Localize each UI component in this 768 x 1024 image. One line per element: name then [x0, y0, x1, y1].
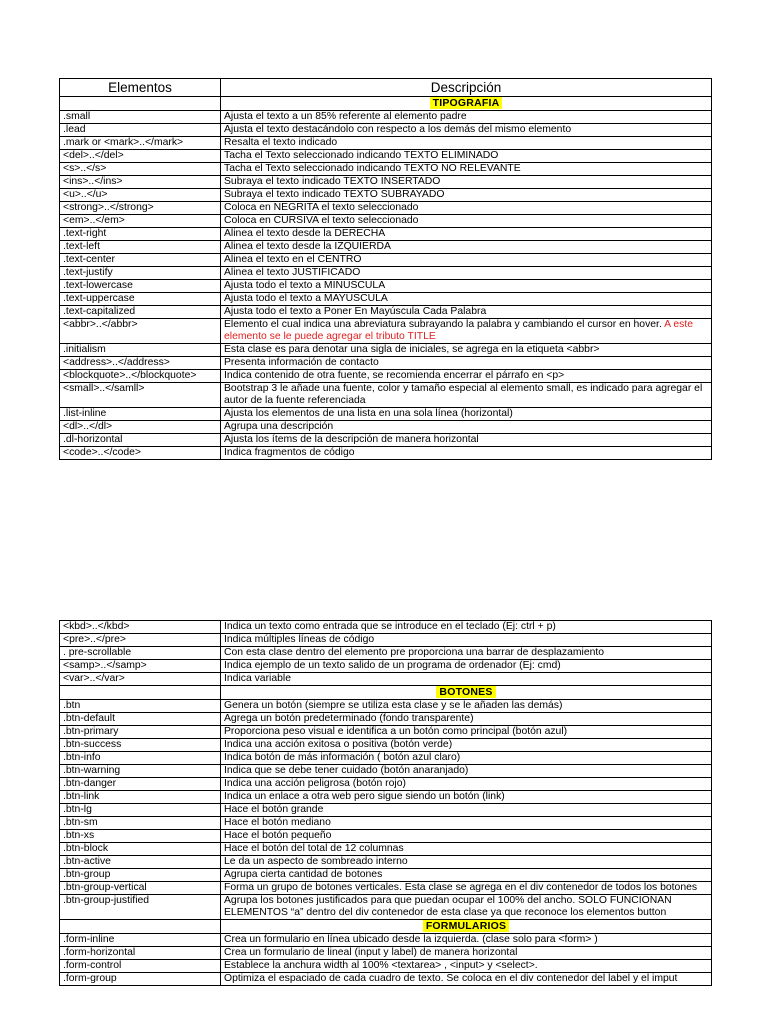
element-cell: .text-right: [60, 228, 221, 241]
description-cell: Alinea el texto desde la IZQUIERDA: [221, 241, 712, 254]
description-cell: Indica una acción exitosa o positiva (botón verde): [221, 739, 712, 752]
description-cell: Hace el botón pequeño: [221, 830, 712, 843]
element-cell: .text-lowercase: [60, 280, 221, 293]
element-cell: <address>..</address>: [60, 357, 221, 370]
table-row: [60, 280, 712, 293]
description-cell: Indica que se debe tener cuidado (botón anaranjado): [221, 765, 712, 778]
section-cell: [221, 97, 712, 111]
description-cell: Ajusta el texto destacándolo con respecto a los demás del mismo elemento: [221, 124, 712, 137]
description-cell: Subraya el texto indicado TEXTO INSERTADO: [221, 176, 712, 189]
header-elementos: Elementos: [60, 79, 221, 97]
description-cell: Alinea el texto JUSTIFICADO: [221, 267, 712, 280]
table-row: [60, 254, 712, 267]
table-row: [60, 830, 712, 843]
element-cell: .btn-default: [60, 713, 221, 726]
section-empty-cell: [60, 686, 221, 700]
element-cell: .text-capitalized: [60, 306, 221, 319]
table-row: [60, 124, 712, 137]
section-cell: [221, 686, 712, 700]
table-row: [60, 752, 712, 765]
element-cell: .form-horizontal: [60, 947, 221, 960]
table-row: [60, 895, 712, 920]
table-row: [60, 176, 712, 189]
table-row: [60, 383, 712, 408]
element-cell: .btn-info: [60, 752, 221, 765]
description-cell: Hace el botón grande: [221, 804, 712, 817]
description-text: Elemento el cual indica una abreviatura subrayando la palabra y cambiando el cursor en hover.: [224, 319, 662, 330]
description-cell: Coloca en CURSIVA el texto seleccionado: [221, 215, 712, 228]
table-row: [60, 241, 712, 254]
description-cell: Ajusta el texto a un 85% referente al elemento padre: [221, 111, 712, 124]
element-cell: <code>..</code>: [60, 447, 221, 460]
section-empty-cell: [60, 97, 221, 111]
description-cell: Tacha el Texto seleccionado indicando TEXTO ELIMINADO: [221, 150, 712, 163]
element-cell: <pre>..</pre>: [60, 634, 221, 647]
description-cell: Ajusta todo el texto a MAYUSCULA: [221, 293, 712, 306]
table-row: [60, 647, 712, 660]
table-row: [60, 660, 712, 673]
element-cell: .btn-group-vertical: [60, 882, 221, 895]
table-row: [60, 319, 712, 344]
section-empty-cell: [60, 920, 221, 934]
element-cell: .small: [60, 111, 221, 124]
description-cell: Ajusta los elementos de una lista en una sola línea (horizontal): [221, 408, 712, 421]
description-cell: Optimiza el espaciado de cada cuadro de texto. Se coloca en el div contenedor del label y el imput: [221, 973, 712, 986]
description-cell: Le da un aspecto de sombreado interno: [221, 856, 712, 869]
description-cell: Alinea el texto desde la DERECHA: [221, 228, 712, 241]
element-cell: .mark or <mark>..</mark>: [60, 137, 221, 150]
element-cell: .form-control: [60, 960, 221, 973]
table-body: [60, 621, 712, 986]
element-cell: <em>..</em>: [60, 215, 221, 228]
element-cell: <kbd>..</kbd>: [60, 621, 221, 634]
table-row: [60, 621, 712, 634]
element-cell: .btn-lg: [60, 804, 221, 817]
table-row: [60, 634, 712, 647]
table-row: [60, 111, 712, 124]
element-cell: .form-group: [60, 973, 221, 986]
table-row: [60, 934, 712, 947]
element-cell: <blockquote>..</blockquote>: [60, 370, 221, 383]
element-cell: .btn-danger: [60, 778, 221, 791]
table-row: [60, 960, 712, 973]
element-cell: .btn-active: [60, 856, 221, 869]
element-cell: .btn-success: [60, 739, 221, 752]
section-row: [60, 686, 712, 700]
element-cell: .btn-xs: [60, 830, 221, 843]
section-row: [60, 97, 712, 111]
element-cell: .btn-group-justified: [60, 895, 221, 920]
description-cell: Coloca en NEGRITA el texto seleccionado: [221, 202, 712, 215]
element-cell: .btn: [60, 700, 221, 713]
element-cell: .form-inline: [60, 934, 221, 947]
reference-table-2: [59, 620, 712, 986]
header-descripcion: Descripción: [221, 79, 712, 97]
table-row: [60, 202, 712, 215]
element-cell: <ins>..</ins>: [60, 176, 221, 189]
table-body: [60, 97, 712, 460]
element-cell: <small>..</samll>: [60, 383, 221, 408]
element-cell: <strong>..</strong>: [60, 202, 221, 215]
description-cell: Alinea el texto en el CENTRO: [221, 254, 712, 267]
section-row: [60, 920, 712, 934]
table-row: [60, 713, 712, 726]
description-cell: [221, 319, 712, 344]
description-cell: Bootstrap 3 le añade una fuente, color y tamaño especial al elemento small, es indicado para agregar el autor de la fuente referenciada: [221, 383, 712, 408]
element-cell: .list-inline: [60, 408, 221, 421]
table-row: [60, 739, 712, 752]
element-cell: .text-justify: [60, 267, 221, 280]
element-cell: <abbr>..</abbr>: [60, 319, 221, 344]
table-row: [60, 700, 712, 713]
description-cell: Establece la anchura width al 100% <textarea> , <input> y <select>.: [221, 960, 712, 973]
description-cell: Indica variable: [221, 673, 712, 686]
description-cell: Indica múltiples líneas de código: [221, 634, 712, 647]
table-row: [60, 344, 712, 357]
description-cell: Presenta información de contacto: [221, 357, 712, 370]
table-row: [60, 882, 712, 895]
element-cell: .btn-link: [60, 791, 221, 804]
table-row: [60, 791, 712, 804]
description-cell: Indica ejemplo de un texto salido de un programa de ordenador (Ej: cmd): [221, 660, 712, 673]
table-row: [60, 293, 712, 306]
table-row: [60, 215, 712, 228]
description-cell: Indica fragmentos de código: [221, 447, 712, 460]
table-row: [60, 673, 712, 686]
description-cell: Indica botón de más información ( botón azul claro): [221, 752, 712, 765]
section-title: BOTONES: [436, 686, 495, 698]
table-row: [60, 726, 712, 739]
element-cell: <u>..</u>: [60, 189, 221, 202]
description-cell: Indica contenido de otra fuente, se recomienda encerrar el párrafo en <p>: [221, 370, 712, 383]
description-cell: Forma un grupo de botones verticales. Esta clase se agrega en el div contenedor de todos los botones: [221, 882, 712, 895]
table-row: [60, 804, 712, 817]
description-cell: Ajusta todo el texto a MINUSCULA: [221, 280, 712, 293]
description-cell: Ajusta los ítems de la descripción de manera horizontal: [221, 434, 712, 447]
table-row: [60, 765, 712, 778]
element-cell: .btn-warning: [60, 765, 221, 778]
table-header-row: [60, 79, 712, 97]
table-row: [60, 973, 712, 986]
description-cell: Agrupa los botones justificados para que puedan ocupar el 100% del ancho. SOLO FUNCIONAN ELEMENTOS “a” dentro del div contenedor de esta clase ya que reconoce los elementos button: [221, 895, 712, 920]
description-cell: Hace el botón del total de 12 columnas: [221, 843, 712, 856]
reference-table-1: [59, 78, 712, 460]
table-row: [60, 189, 712, 202]
table-row: [60, 817, 712, 830]
element-cell: .btn-group: [60, 869, 221, 882]
table-row: [60, 856, 712, 869]
element-cell: .btn-sm: [60, 817, 221, 830]
table-row: [60, 408, 712, 421]
element-cell: . pre-scrollable: [60, 647, 221, 660]
table-row: [60, 947, 712, 960]
description-cell: Esta clase es para denotar una sigla de iniciales, se agrega en la etiqueta <abbr>: [221, 344, 712, 357]
description-cell: Genera un botón (siempre se utiliza esta clase y se le añaden las demás): [221, 700, 712, 713]
element-cell: <dl>..</dl>: [60, 421, 221, 434]
description-cell: Subraya el texto indicado TEXTO SUBRAYADO: [221, 189, 712, 202]
section-title: TIPOGRAFIA: [430, 97, 503, 109]
description-cell: Resalta el texto indicado: [221, 137, 712, 150]
table-row: [60, 163, 712, 176]
element-cell: .btn-block: [60, 843, 221, 856]
table-row: [60, 267, 712, 280]
description-cell: Agrega un botón predeterminado (fondo transparente): [221, 713, 712, 726]
description-cell: Crea un formulario en línea ubicado desde la izquierda. (clase solo para <form> ): [221, 934, 712, 947]
table-row: [60, 421, 712, 434]
section-title: FORMULARIOS: [423, 920, 509, 932]
element-cell: <del>..</del>: [60, 150, 221, 163]
section-cell: [221, 920, 712, 934]
table-row: [60, 778, 712, 791]
element-cell: <samp>..</samp>: [60, 660, 221, 673]
description-cell: Crea un formulario de lineal (input y label) de manera horizontal: [221, 947, 712, 960]
element-cell: <s>..</s>: [60, 163, 221, 176]
table-row: [60, 869, 712, 882]
element-cell: .text-uppercase: [60, 293, 221, 306]
description-cell: Agrupa cierta cantidad de botones: [221, 869, 712, 882]
table-row: [60, 150, 712, 163]
element-cell: <var>..</var>: [60, 673, 221, 686]
description-cell: Ajusta todo el texto a Poner En Mayúscula Cada Palabra: [221, 306, 712, 319]
description-note: A este elemento se le puede agregar el tributo TITLE: [224, 319, 694, 342]
description-cell: Hace el botón mediano: [221, 817, 712, 830]
element-cell: .initialism: [60, 344, 221, 357]
description-cell: Indica un texto como entrada que se introduce en el teclado (Ej: ctrl + p): [221, 621, 712, 634]
description-cell: Agrupa una descripción: [221, 421, 712, 434]
element-cell: .text-center: [60, 254, 221, 267]
element-cell: .btn-primary: [60, 726, 221, 739]
table-row: [60, 434, 712, 447]
description-cell: Con esta clase dentro del elemento pre proporciona una barrar de desplazamiento: [221, 647, 712, 660]
table-row: [60, 306, 712, 319]
table-row: [60, 843, 712, 856]
element-cell: .text-left: [60, 241, 221, 254]
table-row: [60, 370, 712, 383]
table-row: [60, 447, 712, 460]
table-row: [60, 137, 712, 150]
description-cell: Indica una acción peligrosa (botón rojo): [221, 778, 712, 791]
element-cell: .lead: [60, 124, 221, 137]
description-cell: Indica un enlace a otra web pero sigue siendo un botón (link): [221, 791, 712, 804]
description-cell: Proporciona peso visual e identifica a un botón como principal (botón azul): [221, 726, 712, 739]
description-cell: Tacha el Texto seleccionado indicando TEXTO NO RELEVANTE: [221, 163, 712, 176]
table-row: [60, 228, 712, 241]
element-cell: .dl-horizontal: [60, 434, 221, 447]
table-row: [60, 357, 712, 370]
